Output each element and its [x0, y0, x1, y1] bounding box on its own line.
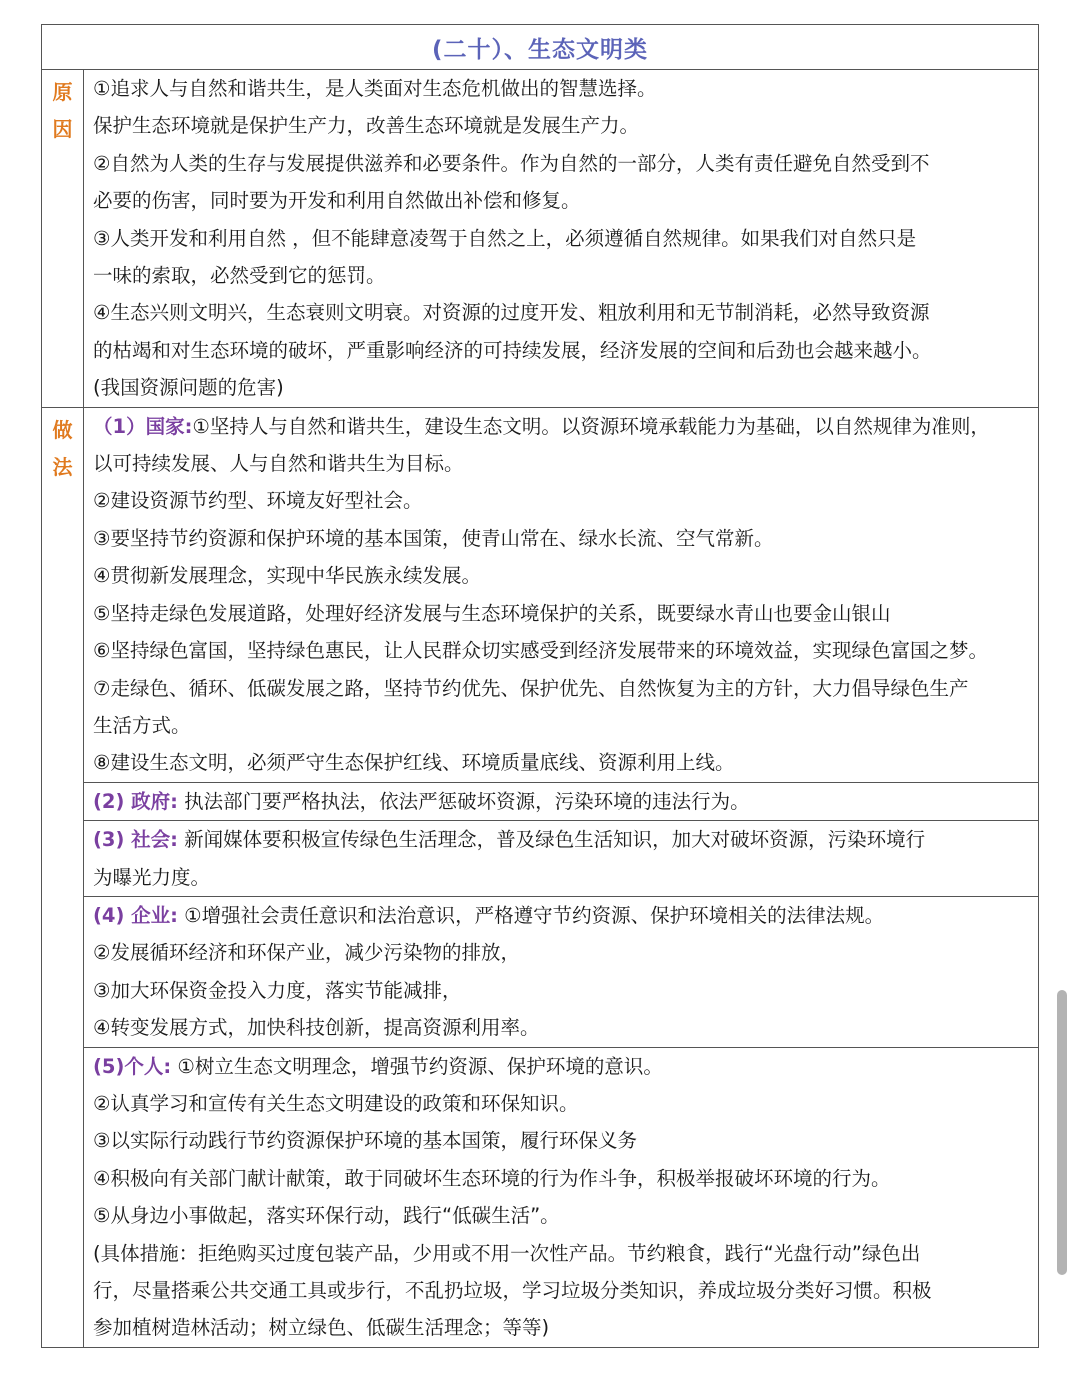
enterprise-first-text: ①增强社会责任意识和法治意识，严格遵守节约资源、保护环境相关的法律法规。 — [177, 903, 885, 927]
reasons-label-char: 原 — [52, 80, 73, 104]
state-line: ⑧建设生态文明，必须严守生态保护红线、环境质量底线、资源利用上线。 — [93, 751, 735, 775]
methods-label — [42, 408, 84, 1347]
individual-line: 参加植树造林活动；树立绿色、低碳生活理念；等等) — [93, 1316, 550, 1340]
enterprise-line: ③加大环保资金投入力度，落实节能减排， — [93, 978, 462, 1002]
society-first-line — [93, 821, 1030, 858]
state-heading: （1）国家: — [93, 414, 193, 438]
individual-first-line — [93, 1048, 1030, 1085]
reason-line: 必要的伤害，同时要为开发和利用自然做出补偿和修复。 — [93, 189, 581, 213]
individual-line: ③以实际行动践行节约资源保护环境的基本国策，履行环保义务 — [93, 1129, 637, 1153]
government-line — [93, 783, 1030, 820]
individual-first-text: ①树立生态文明理念，增强节约资源、保护环境的意识。 — [171, 1054, 663, 1078]
individual-line: ⑤从身边小事做起，落实环保行动，践行“低碳生活”。 — [93, 1204, 560, 1228]
state-block — [84, 408, 1038, 783]
reason-line: 一味的索取，必然受到它的惩罚。 — [93, 264, 386, 288]
reasons-content — [84, 70, 1038, 407]
ecology-table — [41, 24, 1039, 1348]
enterprise-line: ④转变发展方式，加快科技创新，提高资源利用率。 — [93, 1016, 540, 1040]
state-line: 以可持续发展、人与自然和谐共生为目标。 — [93, 452, 464, 476]
methods-section — [42, 408, 1038, 1347]
methods-content — [84, 408, 1038, 1347]
state-line: ⑦走绿色、循环、低碳发展之路，坚持节约优先、保护优先、自然恢复为主的方针，大力倡导绿色生产 — [93, 676, 969, 700]
reason-line: 的枯竭和对生态环境的破坏，严重影响经济的可持续发展，经济发展的空间和后劲也会越来越小。 — [93, 338, 932, 362]
society-block — [84, 821, 1038, 897]
state-line: ④贯彻新发展理念，实现中华民族永续发展。 — [93, 564, 481, 588]
state-first-text: ①坚持人与自然和谐共生，建设生态文明。以资源环境承载能力为基础，以自然规律为准则， — [192, 414, 990, 438]
state-first-line — [93, 408, 1030, 445]
society-heading: (3) 社会: — [93, 828, 178, 852]
reasons-label — [42, 70, 84, 407]
reasons-section — [42, 70, 1038, 408]
enterprise-line: ②发展循环经济和环保产业，减少污染物的排放， — [93, 941, 520, 965]
state-line: 生活方式。 — [93, 713, 191, 737]
state-line: ②建设资源节约型、环境友好型社会。 — [93, 489, 423, 513]
individual-heading: (5)个人: — [93, 1054, 172, 1078]
methods-label-char: 做 — [52, 417, 73, 442]
individual-block — [84, 1048, 1038, 1347]
enterprise-block — [84, 897, 1038, 1048]
reason-line: ①追求人与自然和谐共生，是人类面对生态危机做出的智慧选择。 — [93, 77, 657, 100]
state-line: ③要坚持节约资源和保护环境的基本国策，使青山常在、绿水长流、空气常新。 — [93, 526, 774, 550]
table-title: (二十）、生态文明类 — [42, 25, 1038, 70]
reason-line: ④生态兴则文明兴，生态衰则文明衰。对资源的过度开发、粗放利用和无节制消耗，必然导致资源 — [93, 301, 930, 325]
reasons-label-char: 因 — [52, 117, 73, 141]
reason-line: 保护生态环境就是保护生产力，改善生态环境就是发展生产力。 — [93, 114, 640, 138]
state-line: ⑥坚持绿色富国，坚持绿色惠民，让人民群众切实感受到经济发展带来的环境效益，实现绿色富国之梦。 — [93, 639, 988, 663]
individual-line: ④积极向有关部门献计献策，敢于同破坏生态环境的行为作斗争，积极举报破坏环境的行为。 — [93, 1166, 891, 1190]
individual-line: 行，尽量搭乘公共交通工具或步行，不乱扔垃圾，学习垃圾分类知识，养成垃圾分类好习惯。积极 — [93, 1279, 932, 1302]
society-first-text: 新闻媒体要积极宣传绿色生活理念，普及绿色生活知识，加大对破坏资源，污染环境行 — [177, 828, 926, 852]
individual-line: (具体措施：拒绝购买过度包装产品，少用或不用一次性产品。节约粮食，践行“光盘行动”绿色出 — [93, 1241, 921, 1265]
society-line: 为曝光力度。 — [93, 865, 211, 889]
state-line: ⑤坚持走绿色发展道路，处理好经济发展与生态环境保护的关系，既要绿水青山也要金山银山 — [93, 601, 891, 625]
reason-line: (我国资源问题的危害) — [93, 376, 284, 400]
methods-label-char: 法 — [52, 454, 73, 479]
reasons-block — [84, 70, 1038, 407]
reason-line: ③人类开发和利用自然 ，但不能肆意凌驾于自然之上，必须遵循自然规律。如果我们对自然只是 — [93, 226, 917, 250]
government-block — [84, 783, 1038, 821]
reason-line: ②自然为人类的生存与发展提供滋养和必要条件。作为自然的一部分，人类有责任避免自然受到不 — [93, 151, 930, 175]
enterprise-heading: (4) 企业: — [93, 903, 178, 927]
scrollbar-thumb[interactable] — [1057, 990, 1067, 1275]
government-heading: (2) 政府: — [93, 789, 178, 813]
enterprise-first-line — [93, 897, 1030, 934]
individual-line: ②认真学习和宣传有关生态文明建设的政策和环保知识。 — [93, 1091, 579, 1115]
government-text: 执法部门要严格执法，依法严惩破坏资源，污染环境的违法行为。 — [177, 789, 750, 813]
